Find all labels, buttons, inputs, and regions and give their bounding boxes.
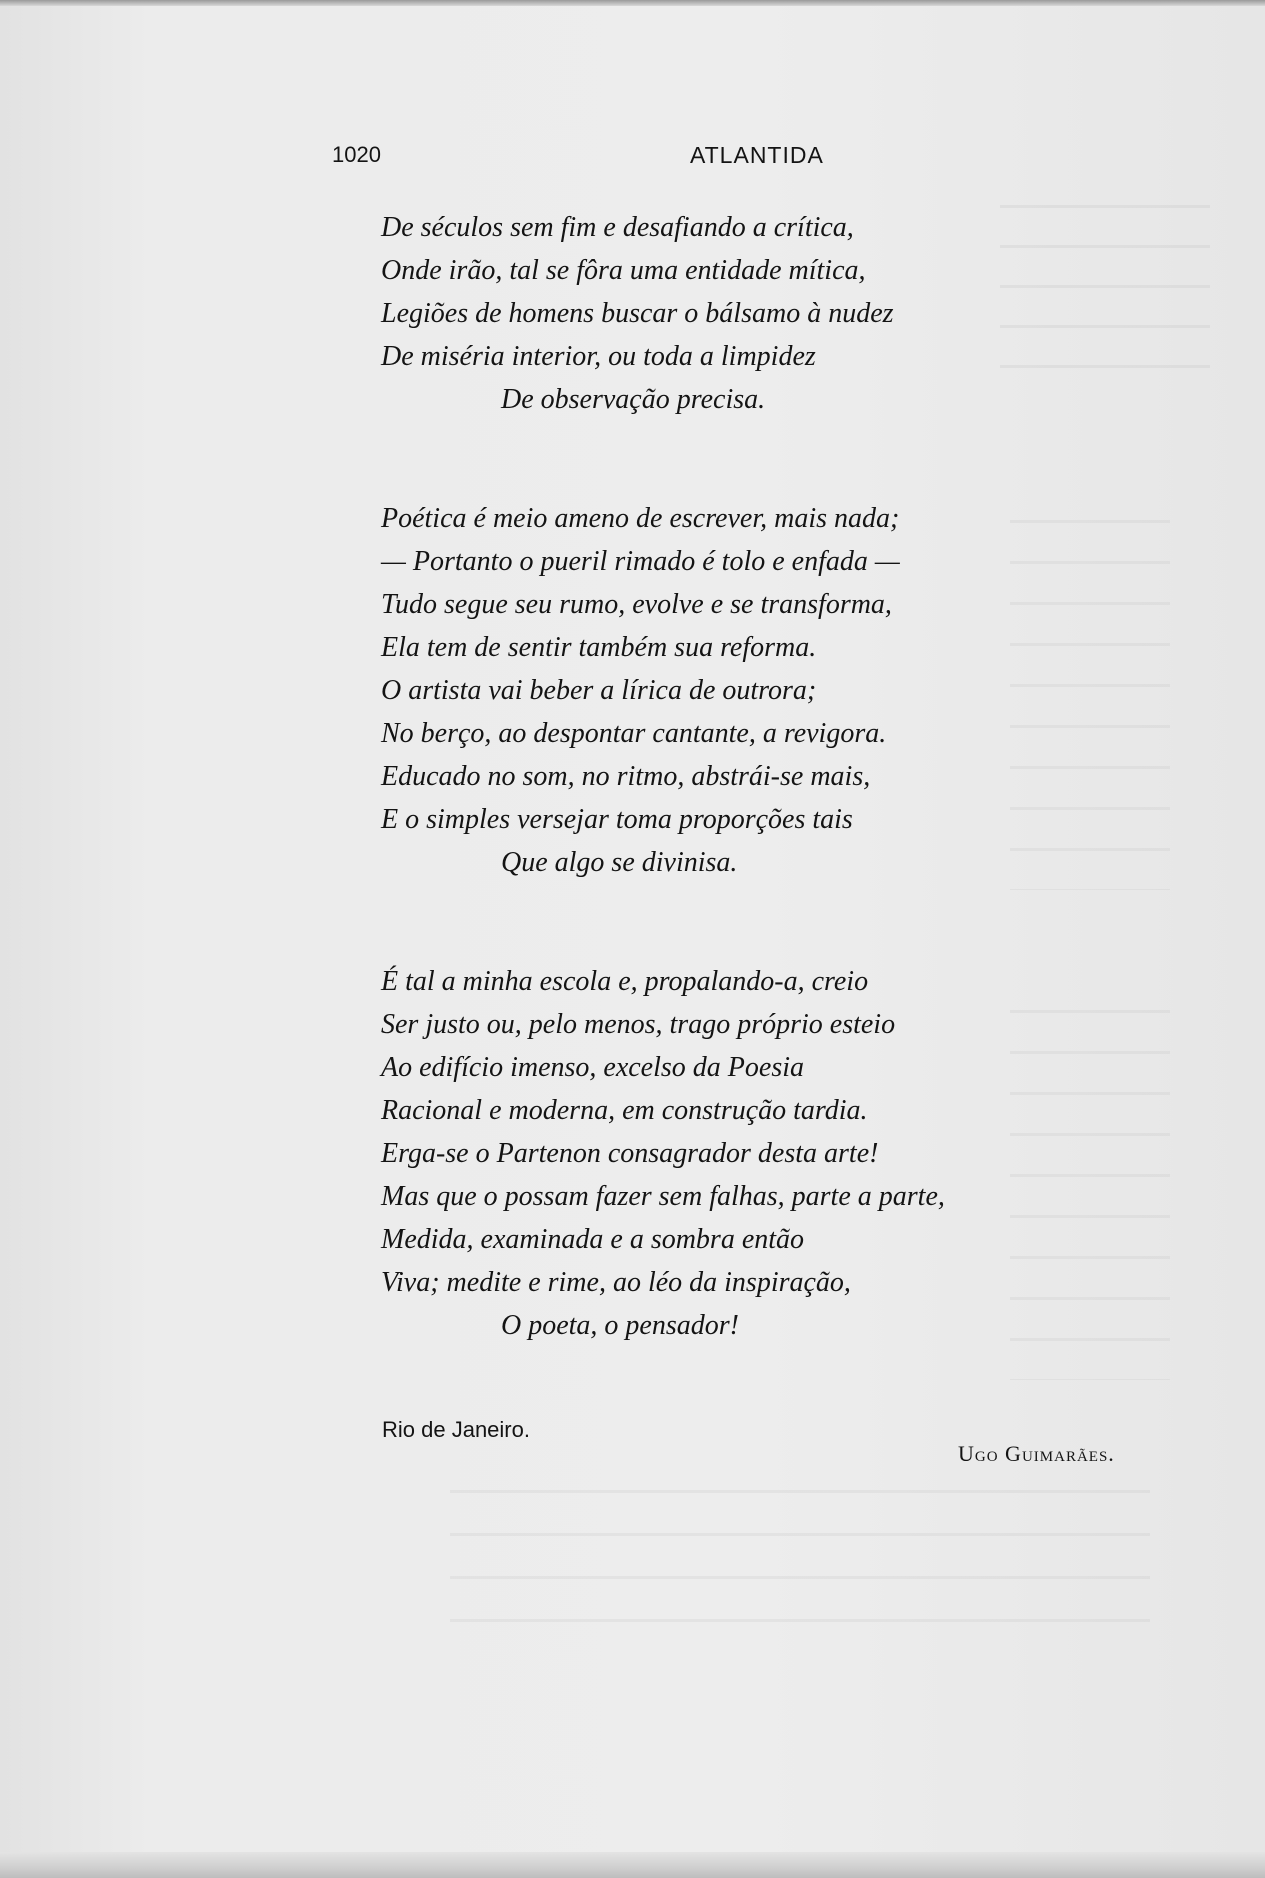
verse-line: — Portanto o pueril rimado é tolo e enfada — [381, 546, 900, 577]
verse-line: De observação precisa. [501, 384, 766, 415]
verse-line: Ser justo ou, pelo menos, trago próprio esteio [381, 1009, 896, 1040]
verse-line: E o simples versejar toma proporções tais [381, 804, 853, 835]
page-header [0, 142, 1265, 176]
stanza-2 [381, 497, 1181, 884]
place-signature: Rio de Janeiro. [382, 1417, 530, 1442]
verse-line: Que algo se divinisa. [501, 847, 738, 878]
verse-line: Ao edifício imenso, excelso da Poesia [381, 1052, 804, 1083]
verse-line: Onde irão, tal se fôra uma entidade mítica, [381, 255, 866, 286]
verse-line: De miséria interior, ou toda a limpidez [381, 341, 816, 372]
verse-line: Viva; medite e rime, ao léo da inspiração, [381, 1267, 851, 1298]
page-bottom-edge [0, 1852, 1265, 1878]
verse-line: Medida, examinada e a sombra então [381, 1224, 805, 1255]
poem [381, 206, 1181, 1423]
verse-line: Educado no som, no ritmo, abstrái-se mais, [381, 761, 871, 792]
show-through-block [450, 1490, 1150, 1660]
verse-line: Erga-se o Partenon consagrador desta arte! [381, 1138, 879, 1169]
verse-line: Legiões de homens buscar o bálsamo à nudez [381, 298, 894, 329]
verse-line: O poeta, o pensador! [501, 1310, 739, 1341]
verse-line: Racional e moderna, em construção tardia. [381, 1095, 868, 1126]
verse-line: É tal a minha escola e, propalando-a, creio [381, 966, 869, 997]
author-signature: Ugo Guimarães. [958, 1441, 1115, 1466]
verse-line: Tudo segue seu rumo, evolve e se transforma, [381, 589, 892, 620]
running-title: ATLANTIDA [690, 142, 824, 168]
verse-line: No berço, ao despontar cantante, a revigora. [381, 718, 887, 749]
stanza-3 [381, 960, 1181, 1347]
page-number: 1020 [332, 142, 381, 167]
verse-line: O artista vai beber a lírica de outrora; [381, 675, 817, 706]
stanza-1 [381, 206, 1181, 421]
verse-line: De séculos sem fim e desafiando a crítica, [381, 212, 854, 243]
verse-line: Poética é meio ameno de escrever, mais nada; [381, 503, 900, 534]
verse-line: Ela tem de sentir também sua reforma. [381, 632, 817, 663]
verse-line: Mas que o possam fazer sem falhas, parte a parte, [381, 1181, 945, 1212]
page-top-edge [0, 0, 1265, 6]
